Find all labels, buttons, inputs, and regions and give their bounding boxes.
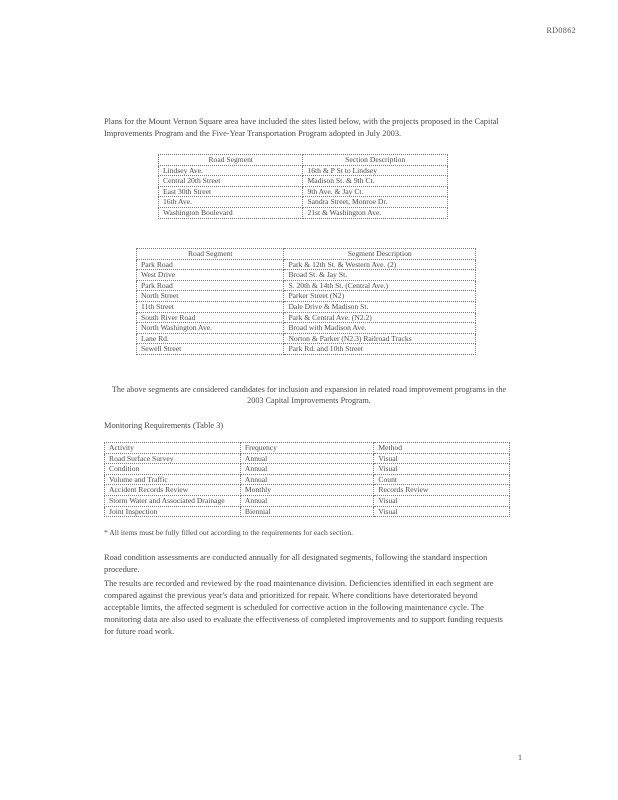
table-cell: Park & 12th St. & Western Ave. (2) [284,259,476,270]
table-cell: Lane Rd. [137,333,284,344]
table-cell: North Washington Ave. [137,323,284,334]
table-row [159,186,448,197]
table-cell: 11th Street [137,301,284,312]
table-row [159,197,448,208]
table-cell: Condition [105,464,241,475]
table-cell: Dale Drive & Madison St. [284,301,476,312]
table-row [105,485,510,496]
table-cell: Visual [374,464,510,475]
table-row [105,464,510,475]
table-row [137,344,476,355]
section-heading: Monitoring Requirements (Table 3) [104,421,224,430]
table-row [137,333,476,344]
table-cell: Broad with Madison Ave. [284,323,476,334]
column-header: Road Segment [159,155,303,166]
column-header: Frequency [240,443,373,454]
table-cell: S. 20th & 14th St. (Central Ave.) [284,280,476,291]
table-cell: Records Review [374,485,510,496]
table-cell: Volume and Traffic [105,474,241,485]
table-cell: West Drive [137,270,284,281]
column-header: Activity [105,443,241,454]
table-row [137,259,476,270]
table-cell: South River Road [137,312,284,323]
table-cell: Norton & Parker (N2.3) Railroad Tracks [284,333,476,344]
table-cell: Annual [240,474,373,485]
column-header: Section Description [303,155,448,166]
table-cell: Monthly [240,485,373,496]
table-row [105,506,510,517]
table-cell: Annual [240,453,373,464]
table-row [105,474,510,485]
table-row [105,495,510,506]
table-header-row [105,443,510,454]
table-row [137,291,476,302]
table-header-row [137,249,476,260]
intro-paragraph: Plans for the Mount Vernon Square area have included the sites listed below, with the projects proposed in the Capital Improvements Program and the Five-Year Transportation Program adopted in July 2003. [104,117,499,138]
table-row [159,165,448,176]
table-footnote: * All items must be fully filled out according to the requirements for each section. [104,528,354,537]
table-cell: Visual [374,453,510,464]
table-cell: 16th & P St to Lindsey [303,165,448,176]
table-cell: North Street [137,291,284,302]
table-cell: Central 20th Street [159,176,303,187]
table-cell: Annual [240,464,373,475]
table-row [137,270,476,281]
table-cell: Park Road [137,259,284,270]
table-cell: 21st & Washington Ave. [303,207,448,218]
column-header: Road Segment [137,249,284,260]
column-header: Method [374,443,510,454]
table-cell: Madison St. & 9th Ct. [303,176,448,187]
table-cell: Annual [240,495,373,506]
table-row [105,453,510,464]
table-cell: 16th Ave. [159,197,303,208]
table-row [137,301,476,312]
table-segment-descriptions [136,248,476,355]
table-cell: Washington Boulevard [159,207,303,218]
table-cell: East 30th Street [159,186,303,197]
table-row [137,280,476,291]
page-number: 1 [518,753,522,762]
table-cell: Storm Water and Associated Drainage [105,495,241,506]
table-cell: Lindsey Ave. [159,165,303,176]
table-cell: Joint Inspection [105,506,241,517]
table-caption: The above segments are considered candidates for inclusion and expansion in related road improvement programs in the 2003 Capital Improvements Program. [111,385,507,405]
table-cell: Biennial [240,506,373,517]
table-cell: Accident Records Review [105,485,241,496]
table-row [137,323,476,334]
table-cell: Sandra Street, Monroe Dr. [303,197,448,208]
table-row [159,207,448,218]
table-row [159,176,448,187]
body-paragraph: The results are recorded and reviewed by the road maintenance division. Deficiencies identified in each segment are compared against the previous year's data and prioritized for repair. Where conditions have deteriorated beyond acceptable limits, the affected segment is scheduled for corrective action in the following maintenance cycle. The monitoring data are also used to evaluate the effectiveness of completed improvements and to support funding requests for future road work. [104,579,503,636]
table-cell: Visual [374,495,510,506]
table-cell: Parker Street (N2) [284,291,476,302]
table-cell: Park Road [137,280,284,291]
table-cell: Visual [374,506,510,517]
table-cell: Road Surface Survey [105,453,241,464]
table-cell: 9th Ave. & Jay Ct. [303,186,448,197]
table-monitoring-requirements [104,442,510,517]
table-cell: Count [374,474,510,485]
table-header-row [159,155,448,166]
column-header: Segment Description [284,249,476,260]
document-id: RD0862 [546,26,576,35]
table-cell: Sewell Street [137,344,284,355]
table-cell: Park & Central Ave. (N2.2) [284,312,476,323]
body-paragraph: Road condition assessments are conducted annually for all designated segments, following the standard inspection procedure. [104,553,488,574]
table-cell: Park Rd. and 10th Street [284,344,476,355]
table-cell: Broad St. & Jay St. [284,270,476,281]
table-road-segments [158,154,448,219]
table-row [137,312,476,323]
